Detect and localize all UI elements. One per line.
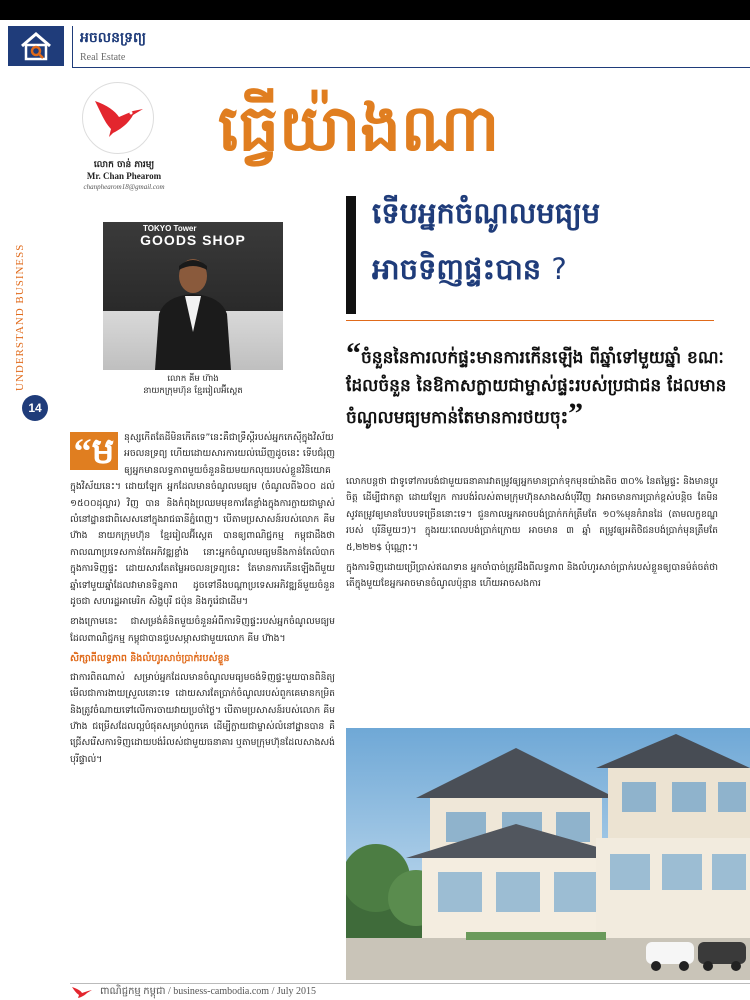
subtitle-line-2: [372, 252, 567, 294]
subtitle-accent-bar: [346, 196, 356, 314]
body-column-left: [70, 430, 335, 772]
house-rendering-image: [346, 728, 750, 980]
footer-bird-icon: [72, 986, 92, 998]
person-figure: [151, 254, 235, 370]
hummingbird-icon: [93, 97, 145, 139]
author-name-english: Mr. Chan Phearom: [86, 171, 162, 181]
article-title: ធ្វើយ៉ាងណា: [218, 92, 500, 166]
body-paragraph-2: ខាងក្រោមនេះ ជាសម្រង់គំនិតមួយចំនួនអំពីការទិញផ្ទះរបស់អ្នកចំណូលមធ្យម ដែលពាណិជ្ជកម្ម កម្ពុជាបានជួបសម្ភាសជាមួយលោក គីម ហ៊ាង។: [70, 616, 335, 644]
subtitle-line-1: ទើបអ្នកចំណូលមធ្យម: [372, 196, 601, 230]
page-number: 14: [22, 395, 48, 421]
body-subheading: សិក្សាពីលទ្ធភាព និងលំហូរសាច់ប្រាក់របស់ខ្លួន: [70, 653, 230, 665]
photo-sign-top: TOKYO Tower: [143, 224, 197, 233]
side-section-label: [8, 243, 26, 395]
drop-cap: “ម: [70, 432, 118, 470]
body-column-right: [346, 474, 718, 597]
header-divider: [72, 26, 73, 68]
photo-caption-name: លោក គីម ហ៊ាង: [167, 374, 219, 384]
quote-open-mark: “: [346, 337, 361, 370]
interviewee-photo: [103, 222, 283, 370]
header-rule: [72, 67, 750, 68]
footer-text: ពាណិជ្ជកម្ម កម្ពុជា / business-cambodia.com / July 2015: [100, 986, 317, 997]
body-paragraph-4: លោកបន្តថា ជាទូទៅការបង់ជាមួយធនាគារវាតម្រូវឲ្យអ្នកមានប្រាក់ទុកមុនយ៉ាងតិច ៣០% នៃតម្លៃផ្ទះ និងមានប្តូរចិត្ត ដើម្បីជាកត្តា ដោយឡែក ការបង់រំលស់តាមក្រុមហ៊ុនសាងសង់បុរីវិញ វាអាចមានការប្រាក់ខ្ពស់បន្តិច តែមិនសូវតម្រូវឲ្យមានបែបបទច្រើននោះទេ។ ជួនកាលអ្នកអាចបង់ប្រាក់កក់ត្រឹមតែ ១០%មុនកំរានដៃ (តាមលក្ខខណ្ឌរបស់ បុរីនីមួយៗ)។ ក្នុងរយៈពេលបង់ប្រាក់ក្រោយ អាចមាន ៣ ឆ្នាំ តម្រូវឲ្យអតិថិជនបង់ប្រាក់មុនត្រឹមតែ ៥,២២២$ ប៉ុណ្ណោះ។: [346, 476, 718, 553]
quote-text: ចំនួននៃការលក់ផ្ទះមានការកើនឡើង ពីឆ្នាំទៅមួយឆ្នាំ ខណៈដែលចំនួន នៃឱកាសក្លាយជាម្ចាស់ផ្ទះរបស់ប្រជាជន ដែលមានចំណូលមធ្យមកាន់តែមានការថយចុះ: [346, 348, 727, 428]
section-title-khmer: អចលនទ្រព្យ: [80, 30, 147, 46]
photo-sign-shop: GOODS SHOP: [140, 232, 246, 248]
house-search-icon: [18, 30, 54, 62]
subtitle-question-mark: ?: [551, 252, 567, 286]
body-paragraph-3: ជាការពិតណាស់ សម្រាប់អ្នកដែលមានចំណូលមធ្យមចង់ទិញផ្ទះមួយបានពិនិត្យមើលជាការងាយស្រួលនោះទេ ដោយសារតែប្រាក់ចំណូលរបស់ពួកគេមានកម្រិត និងត្រូវចំណាយទៅលើការចាយវាយប្រចាំថ្ងៃ។ បើតាមប្រសាសន៍របស់លោក គីម ហ៊ាង ជម្រើសដែលល្អបំផុតសម្រាប់ពួកគេ ដើម្បីក្លាយជាម្ចាស់លំនៅដ្ឋានបាន គឺជ្រើសរើសការទិញដោយបង់រំលស់ជាមួយធនាគារ ឬតាមក្រុមហ៊ុនដែលសាងសង់បុរីផ្ទាល់។: [70, 671, 335, 765]
magazine-logo: [8, 26, 64, 66]
body-paragraph-5: ក្នុងការទិញដោយប្រើប្រាស់ឥណទាន អ្នកចាំបាច់ត្រូវដឹងពីលទ្ធភាព និងលំហូរសាច់ប្រាក់របស់ខ្លួនឲ្យបានម៉ត់ចត់ថា តើក្នុងមួយខែអ្នកអាចមានចំណូលប៉ុន្មាន ហើយអាចសងការ: [346, 562, 718, 590]
section-title-english: Real Estate: [80, 52, 126, 63]
author-avatar: [82, 82, 154, 154]
photo-caption-title: នាយកក្រុមហ៊ុន ខ្មែររៀលអ៊ីស្តេត: [143, 386, 243, 396]
subtitle-rule: [346, 320, 714, 321]
top-black-bar: [0, 0, 750, 20]
pull-quote: [346, 337, 730, 432]
subtitle-line-2-text: អាចទិញផ្ទះបាន: [372, 252, 542, 286]
quote-close-mark: ”: [568, 397, 584, 430]
body-paragraph-1: នុស្សកើតតែដីមិនកើតទេ”នេះគឺជាទ្រឹស្តីរបស់អ្នកកេស៊ីក្នុងវិស័យអចលនទ្រព្យ ហើយដោយសារការយល់ឃើញដូចនេះ ទើបជំរុញឲ្យអ្នកមានលទ្ធភាពមួយចំនួននិយមយកលុយរបស់ខ្លួនវិនិយោគក្នុងវិស័យនេះ។ ដោយឡែក អ្នកដែលមានចំណូលមធ្យម (ចំណូលពី៦០០ ដល់ ១៥០០ដុល្លារ) វិញ បាន និងកំពុងប្រឈមមុខការតែខ្លាំងក្នុងការក្លាយជាម្ចាស់លំនៅដ្ឋានជាពិសេសនៅក្នុងរាជធានីភ្នំពេញ។ បើតាមប្រសាសន៍របស់លោក គីម ហ៊ាង នាយកក្រុមហ៊ុន ខ្មែររៀលអ៊ីស្តេត បានឲ្យពាណិជ្ជកម្ម កម្ពុជាដឹងថា កាលណាប្រទេសកាន់តែអភិវឌ្ឍខ្លាំង នោះអ្នកចំណូលមធ្យមនឹងកាន់តែលំបាកក្នុងការទិញផ្ទះ ដោយសារតែតម្លៃអចលនទ្រព្យនេះ តែមានការកើនឡើងពីមួយឆ្នាំទៅមួយឆ្នាំដែលវាមានទិន្នភាព ដូចទៅនឹងបណ្តាប្រទេសអភិវឌ្ឍន៍មួយចំនួនដូចជា សហរដ្ឋអាមេរិក សិង្ហបុរី ជប៉ុន និងកូរ៉េជាដើម។: [70, 432, 335, 608]
author-email: chanphearom18@gmail.com: [83, 183, 165, 191]
side-label-text: UNDERSTAND BUSINESS: [14, 243, 26, 391]
author-name-khmer: លោក ចាន់ ភារម្យ: [93, 160, 155, 170]
